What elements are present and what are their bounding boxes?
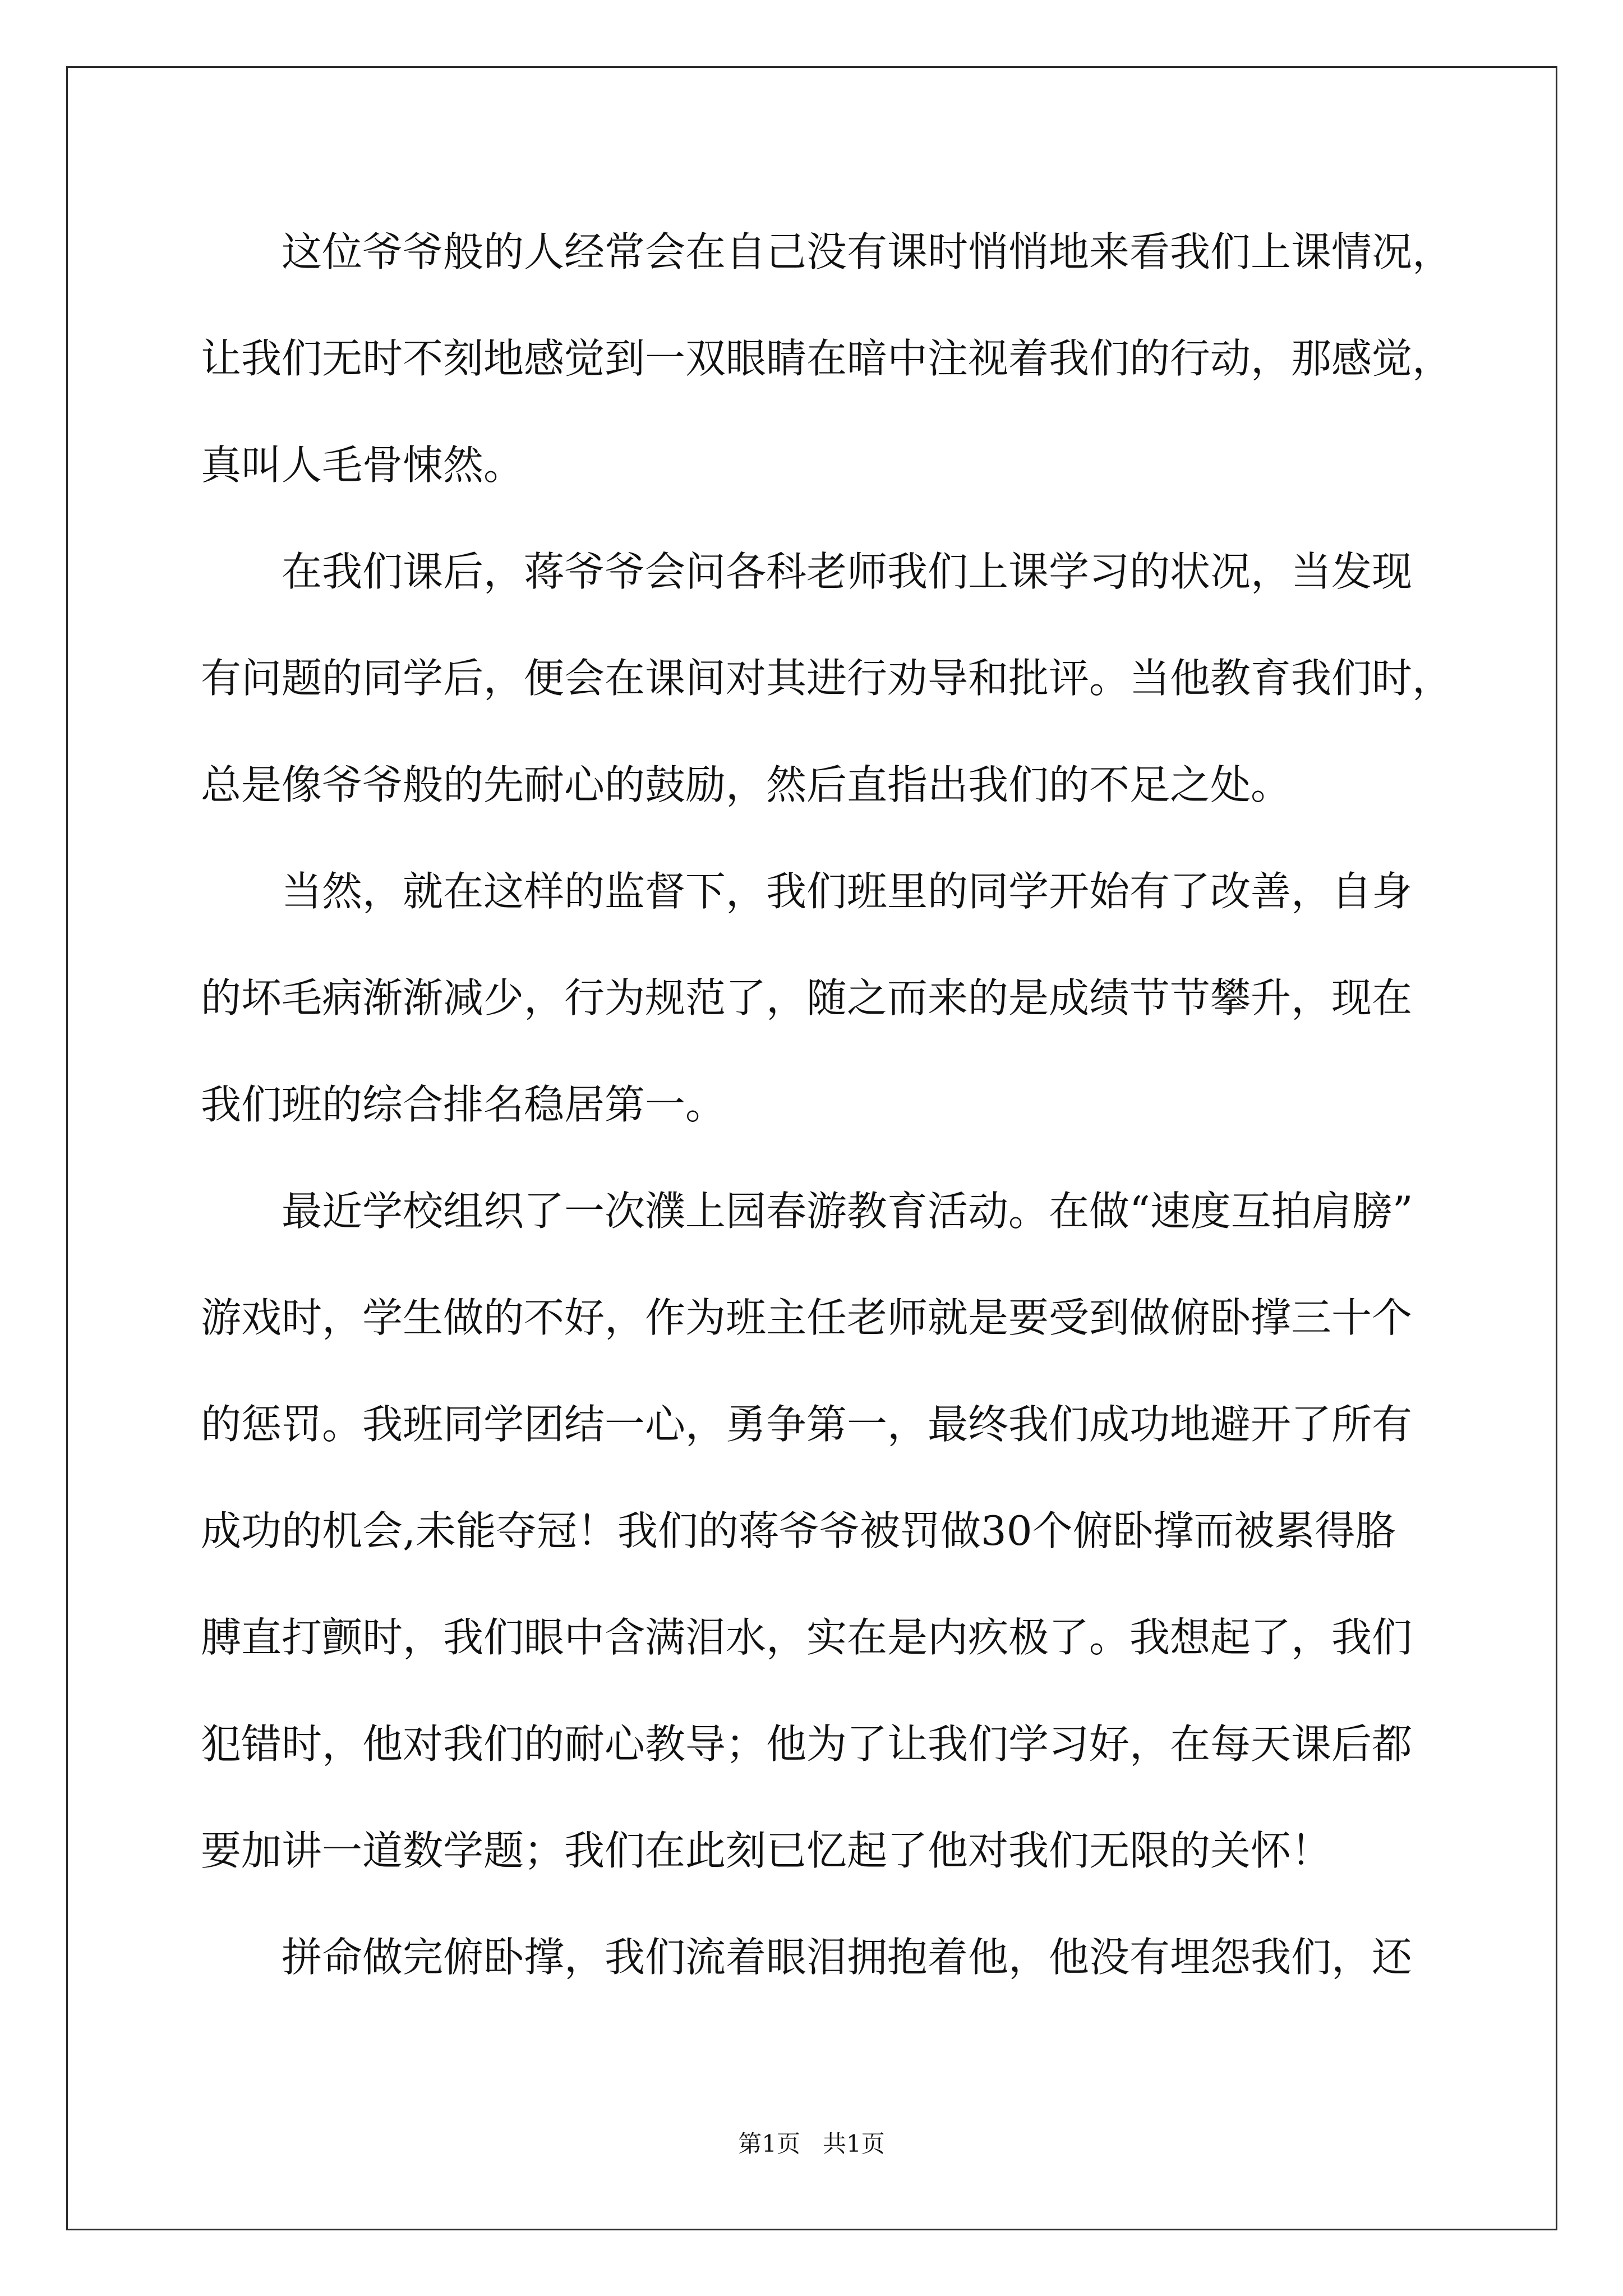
text-line: 游戏时，学生做的不好，作为班主任老师就是要受到做俯卧撑三十个	[201, 1294, 1413, 1341]
paragraph	[201, 838, 1457, 1158]
text-line: 真叫人毛骨悚然。	[201, 441, 524, 489]
text-line: 要加讲一道数学题；我们在此刻已忆起了他对我们无限的关怀！	[201, 1827, 1332, 1874]
text-line: 的坏毛病渐渐减少，行为规范了，随之而来的是成绩节节攀升，现在	[201, 974, 1413, 1022]
paragraph	[201, 1904, 1457, 2010]
text-line: 拼命做完俯卧撑，我们流着眼泪拥抱着他，他没有埋怨我们，还	[282, 1934, 1413, 1981]
text-line: 犯错时，他对我们的耐心教导；他为了让我们学习好，在每天课后都	[201, 1720, 1413, 1768]
text-line: 这位爷爷般的人经常会在自己没有课时悄悄地来看我们上课情况，	[282, 228, 1453, 275]
text-line: 总是像爷爷般的先耐心的鼓励，然后直指出我们的不足之处。	[201, 761, 1292, 808]
paragraph	[201, 518, 1457, 838]
text-line: 的惩罚。我班同学团结一心，勇争第一，最终我们成功地避开了所有	[201, 1401, 1413, 1448]
paragraph	[201, 1158, 1457, 1904]
text-line: 膊直打颤时，我们眼中含满泪水，实在是内疚极了。我想起了，我们	[201, 1614, 1413, 1661]
paragraph	[201, 199, 1457, 518]
text-line: 让我们无时不刻地感觉到一双眼睛在暗中注视着我们的行动，那感觉，	[201, 335, 1453, 382]
text-line: 最近学校组织了一次濮上园春游教育活动。在做“速度互拍肩膀”	[282, 1188, 1413, 1235]
text-line: 在我们课后，蒋爷爷会问各科老师我们上课学习的状况，当发现	[282, 548, 1413, 595]
page-footer: 第1页 共1页	[738, 2130, 885, 2157]
document-body	[201, 199, 1457, 2010]
text-line: 成功的机会,未能夺冠！我们的蒋爷爷被罚做30个俯卧撑而被累得胳	[201, 1507, 1396, 1554]
text-line: 当然，就在这样的监督下，我们班里的同学开始有了改善，自身	[282, 868, 1413, 915]
text-line: 我们班的综合排名稳居第一。	[201, 1081, 726, 1128]
text-line: 有问题的同学后，便会在课间对其进行劝导和批评。当他教育我们时，	[201, 655, 1453, 702]
